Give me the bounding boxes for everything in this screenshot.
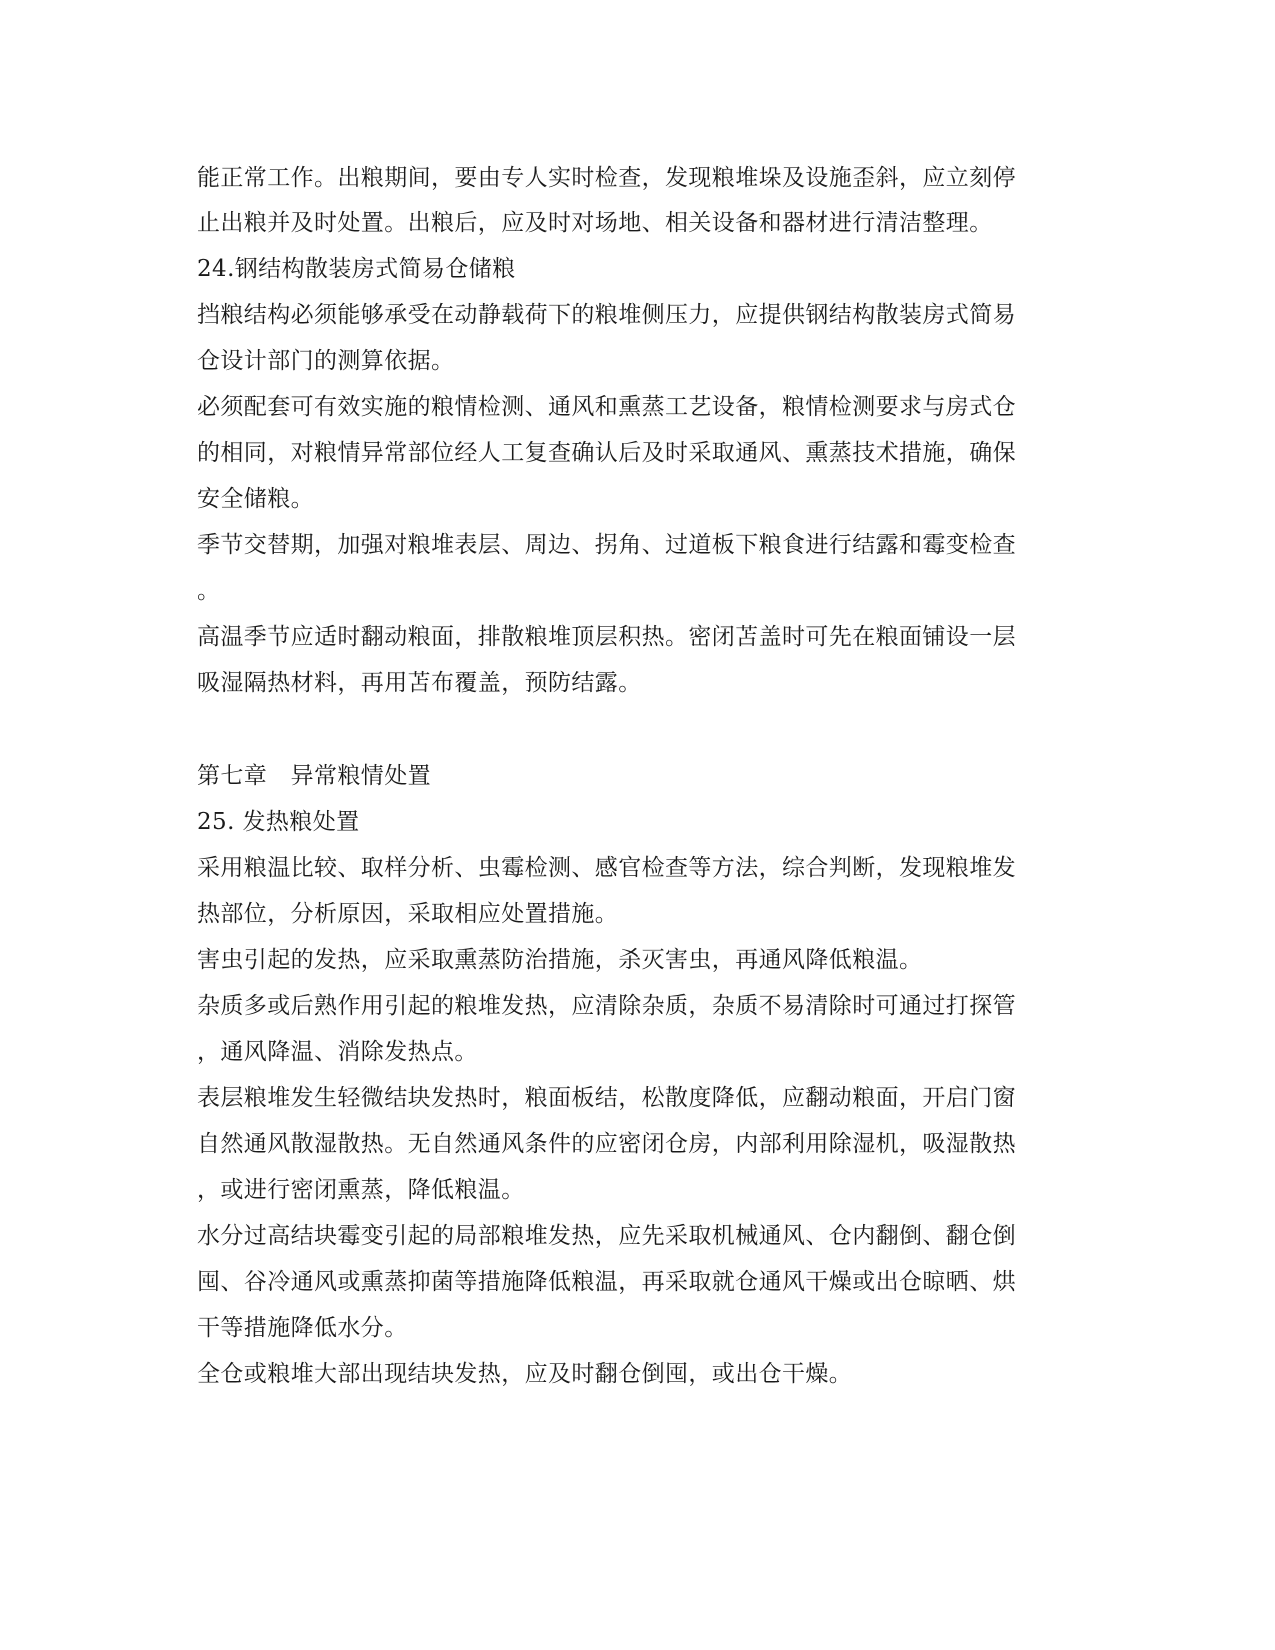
chapter-heading: 第七章 异常粮情处置	[197, 763, 431, 789]
text-line: 表层粮堆发生轻微结块发热时，粮面板结，松散度降低，应翻动粮面，开启门窗	[197, 1085, 1016, 1111]
text-line: 必须配套可有效实施的粮情检测、通风和熏蒸工艺设备，粮情检测要求与房式仓	[197, 394, 1016, 420]
text-line: 囤、谷冷通风或熏蒸抑菌等措施降低粮温，再采取就仓通风干燥或出仓晾晒、烘	[197, 1269, 1016, 1295]
text-line: 采用粮温比较、取样分析、虫霉检测、感官检查等方法，综合判断，发现粮堆发	[197, 855, 1016, 881]
text-line: 水分过高结块霉变引起的局部粮堆发热，应先采取机械通风、仓内翻倒、翻仓倒	[197, 1223, 1016, 1249]
text-line: 杂质多或后熟作用引起的粮堆发热，应清除杂质，杂质不易清除时可通过打探管	[197, 993, 1016, 1019]
text-line: 害虫引起的发热，应采取熏蒸防治措施，杀灭害虫，再通风降低粮温。	[197, 947, 923, 973]
text-line: 自然通风散湿散热。无自然通风条件的应密闭仓房，内部利用除湿机，吸湿散热	[197, 1131, 1016, 1157]
text-line: 季节交替期，加强对粮堆表层、周边、拐角、过道板下粮食进行结露和霉变检查	[197, 532, 1016, 558]
text-line: ，或进行密闭熏蒸，降低粮温。	[197, 1177, 525, 1203]
text-line: 止出粮并及时处置。出粮后，应及时对场地、相关设备和器材进行清洁整理。	[197, 210, 993, 236]
text-line: 仓设计部门的测算依据。	[197, 348, 455, 374]
text-line: 干等措施降低水分。	[197, 1315, 408, 1341]
text-line: 挡粮结构必须能够承受在动静载荷下的粮堆侧压力，应提供钢结构散装房式简易	[197, 302, 1016, 328]
text-line: 的相同，对粮情异常部位经人工复查确认后及时采取通风、熏蒸技术措施，确保	[197, 440, 1016, 466]
text-line: 吸湿隔热材料，再用苫布覆盖，预防结露。	[197, 670, 642, 696]
text-line: 热部位，分析原因，采取相应处置措施。	[197, 901, 619, 927]
text-line: 安全储粮。	[197, 486, 314, 512]
text-line: 能正常工作。出粮期间，要由专人实时检查，发现粮堆垛及设施歪斜，应立刻停	[197, 165, 1016, 191]
section-heading: 25. 发热粮处置	[197, 809, 360, 835]
text-line: 全仓或粮堆大部出现结块发热，应及时翻仓倒囤，或出仓干燥。	[197, 1361, 853, 1387]
text-line: ，通风降温、消除发热点。	[197, 1039, 478, 1065]
text-line: 。	[197, 578, 221, 604]
section-heading: 24.钢结构散装房式简易仓储粮	[197, 256, 516, 282]
text-line: 高温季节应适时翻动粮面，排散粮堆顶层积热。密闭苫盖时可先在粮面铺设一层	[197, 624, 1016, 650]
